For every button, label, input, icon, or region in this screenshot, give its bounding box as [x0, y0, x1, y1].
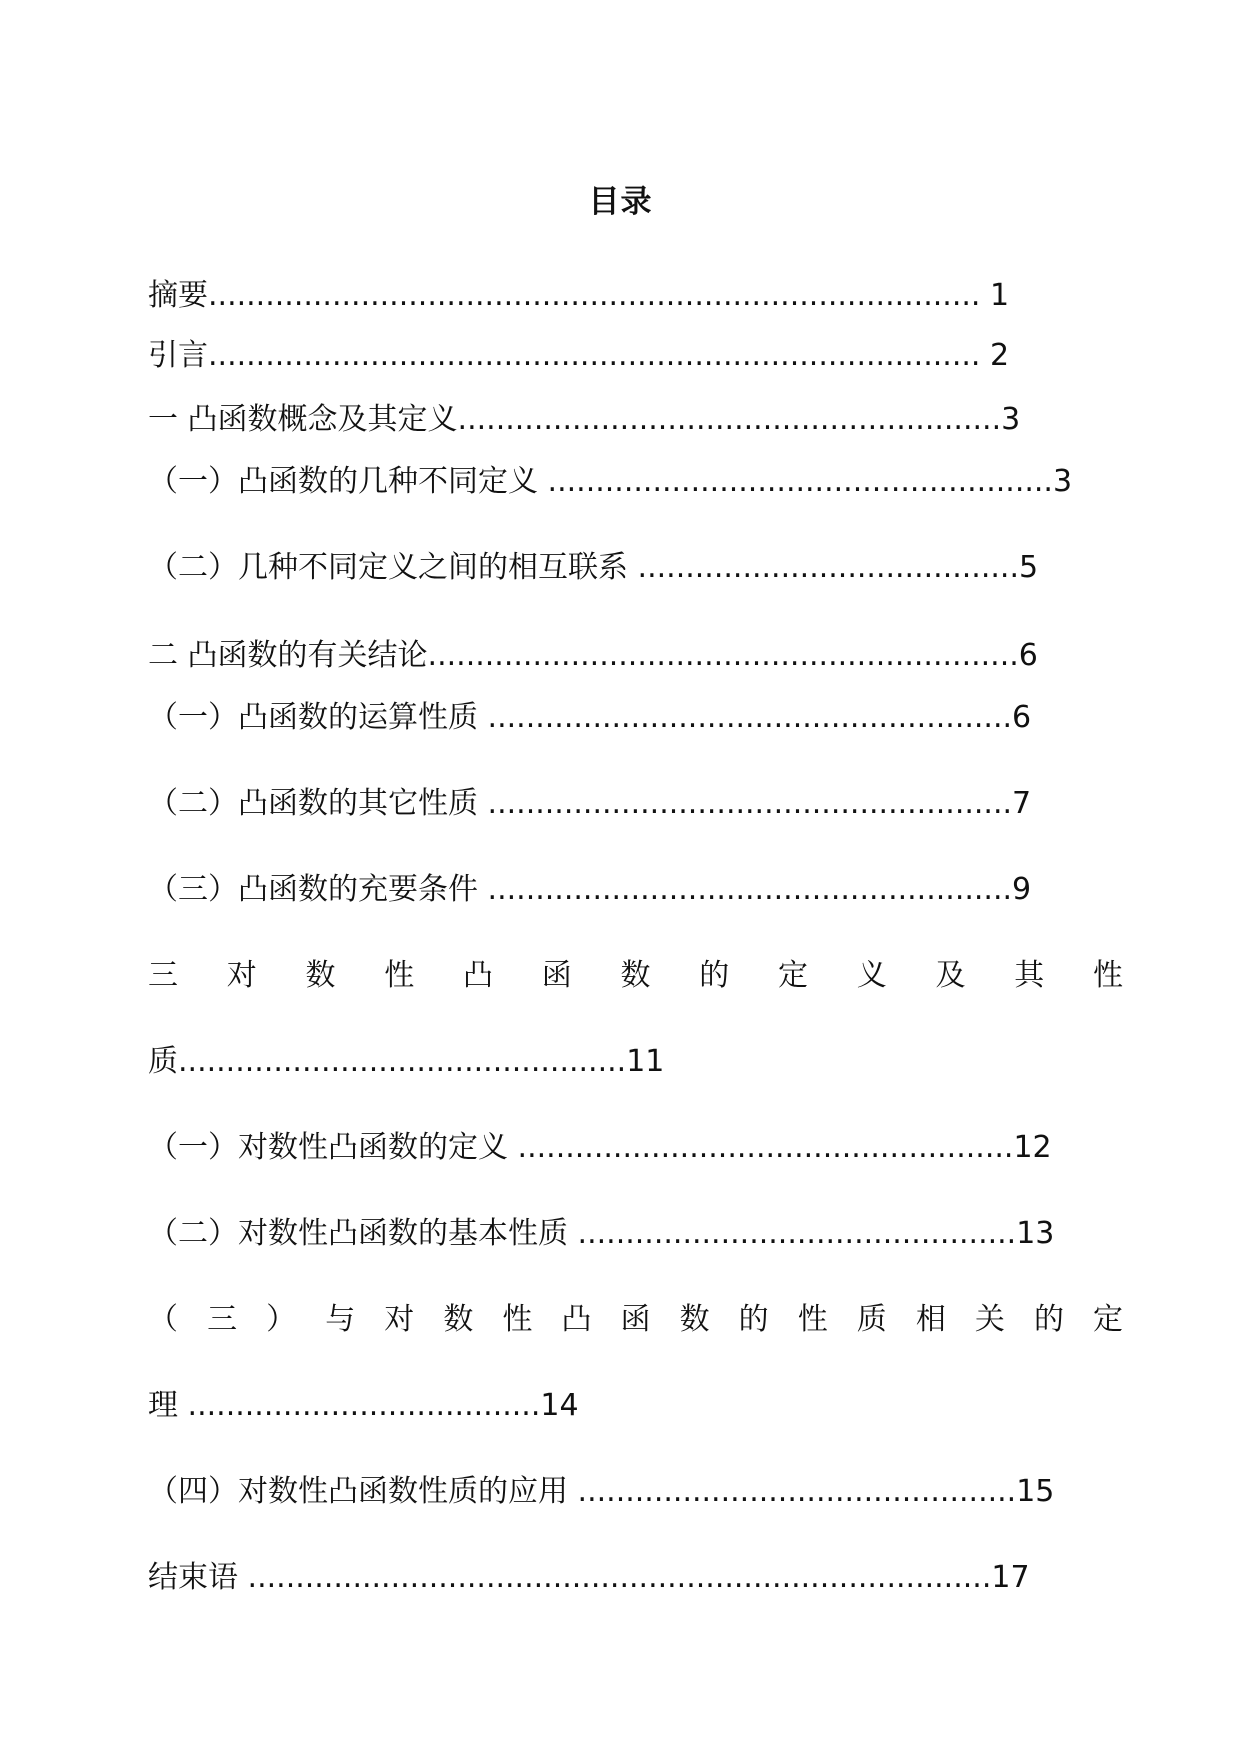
toc-page-number: 2: [980, 338, 1010, 373]
toc-leader-dots: ..............................................................: [427, 638, 1019, 673]
toc-page-number: 1: [980, 278, 1010, 313]
toc-entry-chapter-3-line-1[interactable]: [148, 952, 1123, 1000]
spaced-char: 凸: [561, 1302, 592, 1337]
toc-entry-label: 理: [148, 1388, 188, 1423]
toc-entry-label: （三）凸函数的充要条件: [148, 872, 478, 907]
spaced-char: 关: [974, 1302, 1005, 1337]
spaced-char: 的: [699, 958, 730, 993]
spaced-char: 的: [1033, 1302, 1064, 1337]
toc-separator: [478, 872, 488, 907]
toc-page-number: 9: [1012, 872, 1032, 907]
toc-entry-section-3-4[interactable]: [148, 1468, 1054, 1516]
toc-page-number: 6: [1018, 638, 1038, 673]
toc-entry-section-1-1[interactable]: [148, 458, 1072, 506]
toc-entry-label: 一 凸函数概念及其定义: [148, 402, 458, 437]
spaced-char: 性: [384, 958, 415, 993]
toc-leader-dots: ..............................................: [577, 1474, 1017, 1509]
spaced-char: 数: [620, 958, 651, 993]
toc-leader-dots: .....................................: [187, 1388, 541, 1423]
toc-separator: [538, 464, 548, 499]
spaced-char: 质: [856, 1302, 887, 1337]
toc-entry-section-2-3[interactable]: [148, 866, 1031, 914]
toc-page-number: 3: [1052, 464, 1073, 499]
toc-entry-label: （四）对数性凸函数性质的应用: [148, 1474, 568, 1509]
toc-page-number: 5: [1019, 550, 1039, 585]
toc-entry-section-3-3-line-1[interactable]: [148, 1296, 1123, 1344]
toc-entry-label: （二）凸函数的其它性质: [148, 786, 478, 821]
toc-page-number: 17: [991, 1560, 1030, 1595]
spaced-char: 数: [305, 958, 336, 993]
toc-entry-label: （二）对数性凸函数的基本性质: [148, 1216, 568, 1251]
toc-separator: [478, 786, 488, 821]
toc-separator: [508, 1130, 518, 1165]
spaced-char: 性: [1093, 958, 1123, 993]
toc-entry-chapter-2[interactable]: [148, 632, 1038, 680]
spaced-char: ）: [266, 1302, 297, 1337]
spaced-char: 函: [620, 1302, 651, 1337]
spaced-char: 对: [384, 1302, 415, 1337]
toc-entry-label: 引言: [148, 338, 208, 373]
toc-entry-chapter-1[interactable]: [148, 396, 1020, 444]
toc-entry-label: 结束语: [148, 1560, 248, 1595]
toc-page-number: 15: [1016, 1474, 1055, 1509]
spaced-char: 数: [679, 1302, 710, 1337]
toc-leader-dots: .....................................................: [547, 464, 1053, 499]
toc-entry-conclusion[interactable]: [148, 1554, 1030, 1602]
toc-page-number: 3: [1001, 402, 1021, 437]
toc-entry-label: （二）几种不同定义之间的相互联系: [148, 550, 628, 585]
spaced-char: 与: [325, 1302, 356, 1337]
toc-entry-section-3-3-line-2[interactable]: [148, 1382, 579, 1430]
spaced-char: 其: [1014, 958, 1045, 993]
spaced-char: 三: [148, 958, 178, 993]
spaced-char: 对: [226, 958, 257, 993]
spaced-char: 凸: [463, 958, 493, 993]
toc-entry-section-3-2[interactable]: [148, 1210, 1054, 1258]
toc-leader-dots: .................................................................................: [208, 338, 981, 373]
toc-page-number: 6: [1012, 700, 1032, 735]
toc-leader-dots: .......................................................: [487, 786, 1013, 821]
toc-leader-dots: ...............................................: [178, 1044, 627, 1079]
toc-leader-dots: .......................................................: [487, 700, 1013, 735]
toc-entry-label: 摘要: [148, 278, 208, 313]
toc-leader-dots: ........................................: [637, 550, 1019, 585]
spaced-char: 性: [797, 1302, 828, 1337]
toc-page-number: 12: [1013, 1130, 1052, 1165]
toc-page-number: 7: [1012, 786, 1032, 821]
toc-entry-introduction[interactable]: [148, 332, 1009, 380]
spaced-char: 义: [856, 958, 887, 993]
spaced-char: 函: [541, 958, 572, 993]
toc-page-number: 14: [540, 1388, 579, 1423]
toc-entry-label: 二 凸函数的有关结论: [148, 638, 428, 673]
spaced-char: 及: [935, 958, 966, 993]
toc-leader-dots: .........................................................: [457, 402, 1002, 437]
toc-separator: [568, 1216, 578, 1251]
toc-entry-section-2-2[interactable]: [148, 780, 1031, 828]
toc-page-number: 11: [626, 1044, 665, 1079]
toc-separator: [628, 550, 638, 585]
toc-entry-section-3-1[interactable]: [148, 1124, 1052, 1172]
toc-leader-dots: .................................................................................: [208, 278, 981, 313]
toc-entry-label: （一）凸函数的几种不同定义: [148, 464, 538, 499]
spaced-char: 性: [502, 1302, 533, 1337]
toc-entry-section-2-1[interactable]: [148, 694, 1031, 742]
spaced-char: 定: [778, 958, 808, 993]
toc-leader-dots: .......................................................: [487, 872, 1013, 907]
toc-entry-abstract[interactable]: [148, 272, 1009, 320]
toc-entry-section-1-2[interactable]: [148, 544, 1038, 592]
toc-separator: [568, 1474, 578, 1509]
toc-entry-label: （一）对数性凸函数的定义: [148, 1130, 508, 1165]
toc-entry-label: 质: [148, 1044, 178, 1079]
spaced-char: 相: [915, 1302, 946, 1337]
page-title: 目录: [588, 184, 653, 220]
spaced-char: 三: [207, 1302, 238, 1337]
toc-separator: [478, 700, 488, 735]
toc-entry-chapter-3-line-2[interactable]: [148, 1038, 664, 1086]
toc-entry-label: （一）凸函数的运算性质: [148, 700, 478, 735]
toc-page-number: 13: [1016, 1216, 1055, 1251]
spaced-char: 数: [443, 1302, 474, 1337]
spaced-char: （: [148, 1302, 178, 1337]
spaced-char: 定: [1093, 1302, 1123, 1337]
toc-leader-dots: ..............................................................................: [247, 1560, 992, 1595]
spaced-char: 的: [738, 1302, 769, 1337]
toc-leader-dots: ....................................................: [517, 1130, 1014, 1165]
toc-leader-dots: ..............................................: [577, 1216, 1017, 1251]
